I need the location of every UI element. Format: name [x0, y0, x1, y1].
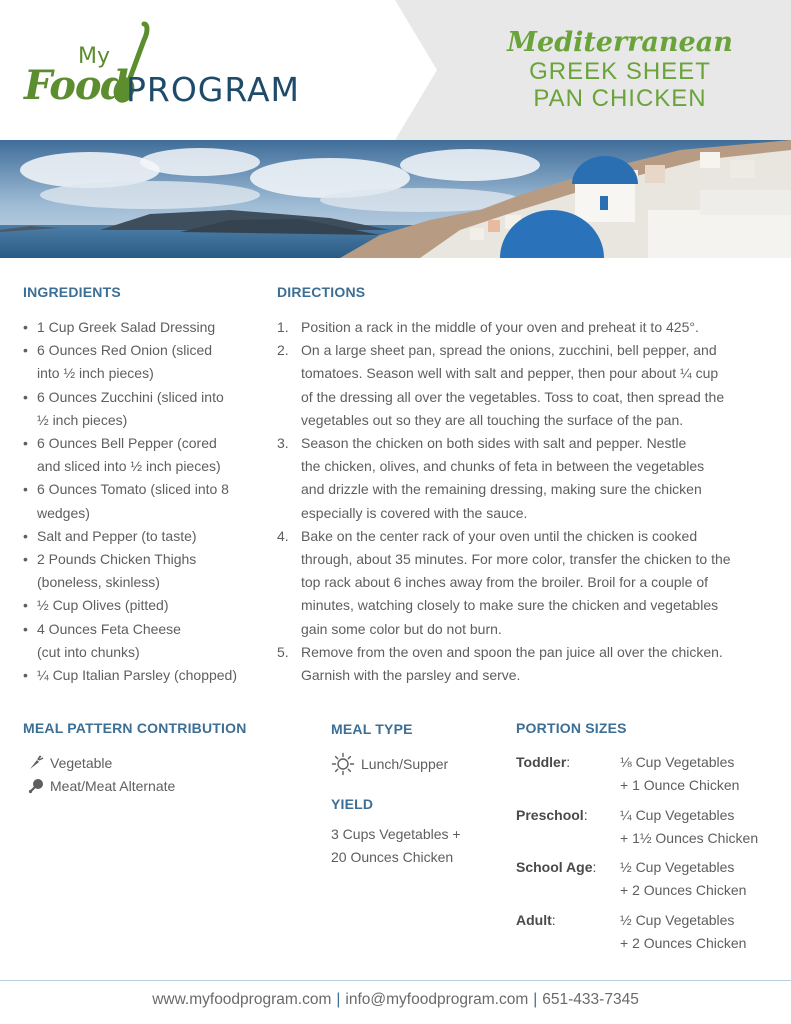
meal-type-value: Lunch/Supper	[331, 752, 448, 776]
ingredients-heading: INGREDIENTS	[23, 284, 121, 300]
footer	[0, 991, 791, 1009]
logo-program: PROGRAM	[126, 70, 301, 109]
footer-email-link[interactable]: info@myfoodprogram.com	[345, 991, 529, 1008]
ingredient-item: • 6 Ounces Tomato (sliced into 8 wedges)	[22, 478, 262, 524]
meal-pattern-heading: MEAL PATTERN CONTRIBUTION	[23, 720, 247, 736]
footer-phone: 651-433-7345	[542, 991, 639, 1008]
ingredient-item: • 6 Ounces Red Onion (sliced into ½ inch pieces)	[22, 339, 262, 385]
direction-step: 5. Remove from the oven and spoon the pan juice all over the chicken. Garnish with the parsley and serve.	[277, 643, 723, 684]
portion-label: Preschool:	[516, 807, 588, 823]
title-script: Mediterranean	[507, 27, 733, 58]
footer-website-link[interactable]: www.myfoodprogram.com	[152, 991, 332, 1008]
portion-label: Toddler:	[516, 754, 571, 770]
title-line-2: PAN CHICKEN	[533, 85, 707, 112]
ingredient-item: • 1 Cup Greek Salad Dressing	[22, 316, 262, 339]
title-line-1: GREEK SHEET	[529, 58, 711, 85]
logo-my: My	[78, 44, 111, 69]
ingredient-item: • 6 Ounces Zucchini (sliced into ½ inch pieces)	[22, 386, 262, 432]
directions-list	[277, 316, 772, 687]
portion-label: School Age:	[516, 859, 597, 875]
yield-heading: YIELD	[331, 796, 374, 812]
portion-label: Adult:	[516, 912, 556, 928]
portion-sizes-heading: PORTION SIZES	[516, 720, 627, 736]
footer-separator: |	[533, 991, 538, 1008]
meal-type-heading: MEAL TYPE	[331, 721, 413, 737]
santorini-banner-image	[0, 140, 791, 258]
meal-pattern-meat	[28, 778, 175, 794]
footer-separator: |	[336, 991, 341, 1008]
direction-step: 1. Position a rack in the middle of your oven and preheat it to 425°.	[277, 319, 699, 335]
drumstick-icon	[28, 778, 44, 794]
yield-value: 3 Cups Vegetables + 20 Ounces Chicken	[331, 826, 461, 865]
ingredient-item: • Salt and Pepper (to taste)	[22, 525, 262, 548]
ingredient-item: • 2 Pounds Chicken Thighs (boneless, skinless)	[22, 548, 262, 594]
carrot-icon	[28, 755, 44, 771]
meal-pattern-label: Vegetable	[50, 755, 113, 771]
meal-pattern-vegetable	[28, 755, 112, 771]
meal-pattern-label: Meat/Meat Alternate	[50, 778, 176, 794]
ingredient-item: • 6 Ounces Bell Pepper (cored and sliced into ½ inch pieces)	[22, 432, 262, 478]
logo	[22, 20, 322, 115]
direction-step: 4. Bake on the center rack of your oven until the chicken is cooked through, about 35 minutes. For more color, transfer the chicken to the top rack about 6 inches away from the broiler. Broil for a couple of minutes, watching closely to make sure the chicken and vegetables gain some color but do not burn.	[277, 527, 731, 637]
footer-divider	[0, 980, 791, 981]
portion-values: ½ Cup Vegetables + 2 Ounces Chicken	[620, 859, 747, 898]
direction-step: 2. On a large sheet pan, spread the onions, zucchini, bell pepper, and tomatoes. Season well with salt and pepper, then pour about ¼ cup of the dressing all over the vegetables. Toss to coat, then spread the vegetables out so they are all touching the surface of the pan.	[277, 342, 725, 428]
portion-values: ½ Cup Vegetables + 2 Ounces Chicken	[620, 912, 747, 951]
ingredient-item: • ½ Cup Olives (pitted)	[22, 594, 262, 617]
header	[0, 0, 791, 140]
portion-values: ⅛ Cup Vegetables + 1 Ounce Chicken	[620, 754, 740, 793]
ingredient-item: • 4 Ounces Feta Cheese (cut into chunks)	[22, 618, 262, 664]
direction-step: 3. Season the chicken on both sides with salt and pepper. Nestle the chicken, olives, and chunks of feta in between the vegetables and drizzle with the remaining dressing, making sure the chicken especially is covered with the sauce.	[277, 435, 705, 521]
logo-food: Food	[24, 62, 128, 109]
ingredients-list	[22, 316, 262, 687]
directions-heading: DIRECTIONS	[277, 284, 366, 300]
recipe-title	[500, 28, 740, 112]
portion-values: ¼ Cup Vegetables + 1½ Ounces Chicken	[620, 807, 759, 846]
ingredient-item: • ¼ Cup Italian Parsley (chopped)	[22, 664, 262, 687]
sun-icon	[331, 752, 355, 776]
